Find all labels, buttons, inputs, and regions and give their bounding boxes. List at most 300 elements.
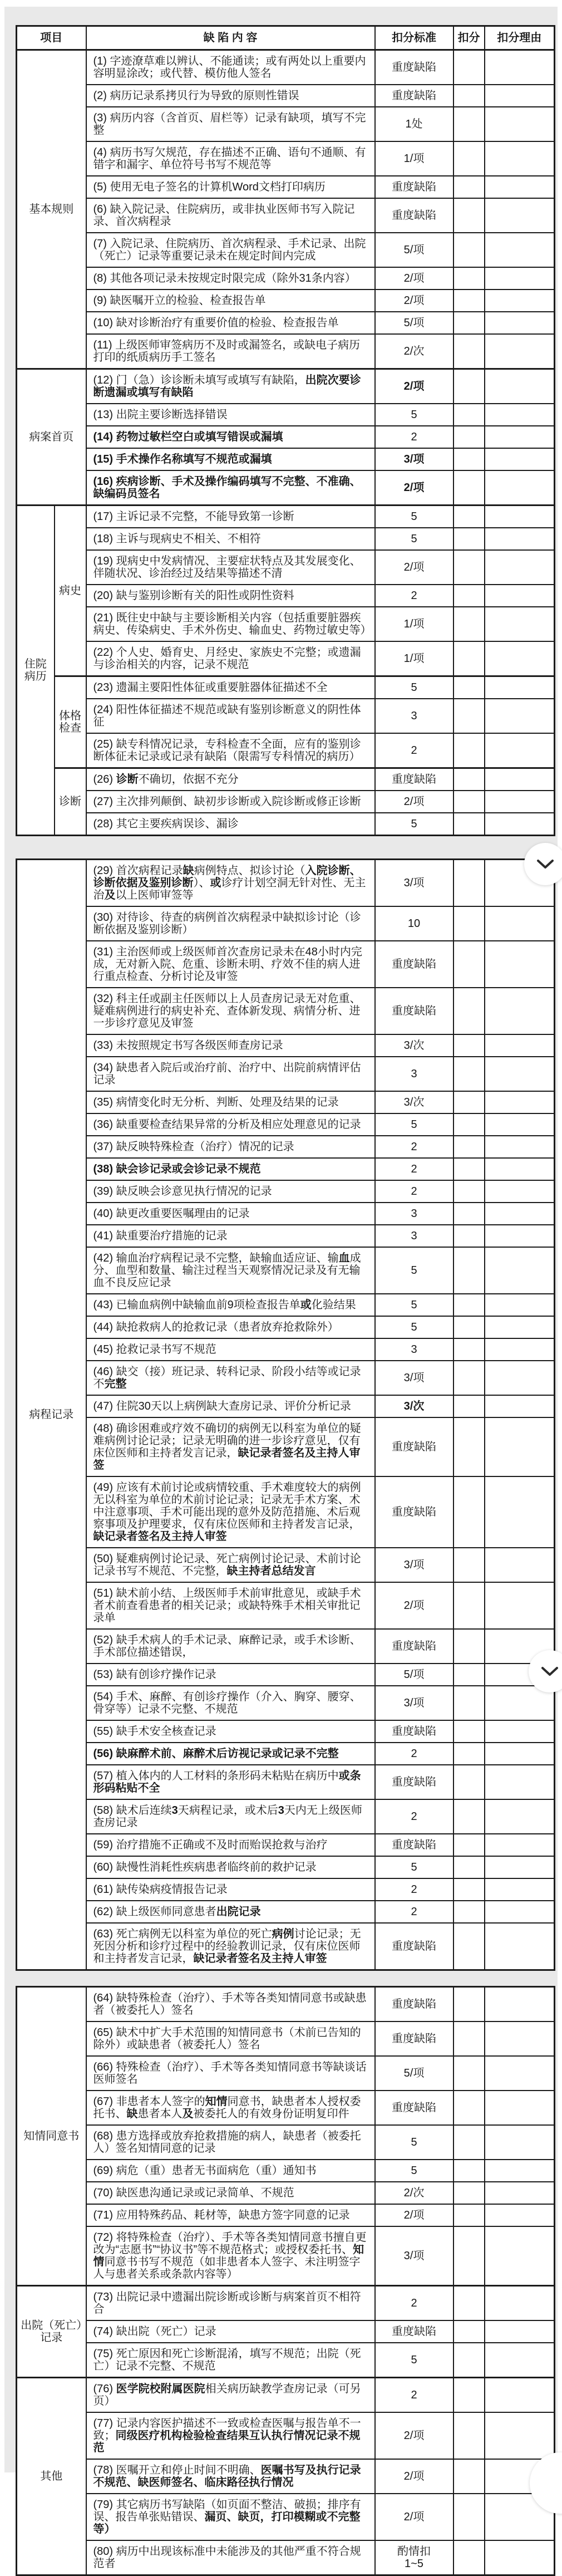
deduction-standard-cell: 3	[375, 1338, 453, 1361]
deduction-standard-cell: 3	[375, 1057, 453, 1091]
defect-content-cell: (23) 遗漏主要阳性体征或重要脏器体征描述不全	[86, 676, 375, 699]
deduction-standard-cell: 2/项	[375, 2412, 453, 2459]
deduction-reason-cell	[485, 107, 555, 141]
table-row	[17, 1799, 555, 1834]
deduction-reason-cell	[485, 906, 555, 941]
deduction-standard-cell: 重度缺陷	[375, 85, 453, 107]
table-row	[17, 2494, 555, 2540]
deduction-reason-cell	[485, 1476, 555, 1548]
table-row	[17, 641, 555, 676]
section-label: 住院病历	[17, 506, 55, 836]
defect-content-cell: (34) 缺患者入院后或治疗前、治疗中、出院前病情评估记录	[86, 1057, 375, 1091]
table-row	[17, 733, 555, 768]
deduction-cell	[453, 585, 485, 607]
defect-content-cell: (44) 缺抢救病人的抢救记录（患者放弃抢救除外）	[86, 1316, 375, 1338]
deduction-standard-cell: 5	[375, 404, 453, 426]
table-row	[17, 312, 555, 334]
deduction-standard-cell: 5	[375, 528, 453, 550]
deduction-cell	[453, 768, 485, 791]
section-label: 基本规则	[17, 50, 86, 369]
deduction-cell	[453, 791, 485, 813]
deduction-standard-cell: 2/项	[375, 1582, 453, 1629]
defect-content-cell: (26) 诊断不确切，依据不充分	[86, 768, 375, 791]
defect-content-cell: (16) 疾病诊断、手术及操作编码填写不完整、不准确、缺编码员签名	[86, 470, 375, 506]
deduction-reason-cell	[485, 2204, 555, 2226]
deduction-cell	[453, 1316, 485, 1338]
deduction-cell	[453, 1338, 485, 1361]
deduction-reason-cell	[485, 2412, 555, 2459]
deduction-reason-cell	[485, 2056, 555, 2091]
deduction-cell	[453, 1923, 485, 1970]
deduction-cell	[453, 50, 485, 85]
deduction-standard-cell: 重度缺陷	[375, 2091, 453, 2125]
deduction-table-progress-notes	[16, 858, 555, 1971]
column-header-standard: 扣分标准	[375, 26, 453, 50]
deduction-standard-cell: 酌情扣 1~5	[375, 2540, 453, 2575]
defect-content-cell: (18) 主诉与现病史不相关、不相符	[86, 528, 375, 550]
defect-content-cell: (15) 手术操作名称填写不规范或漏填	[86, 448, 375, 470]
deduction-standard-cell: 2/项	[375, 267, 453, 290]
table-row	[17, 2540, 555, 2575]
deduction-standard-cell: 3/次	[375, 1091, 453, 1113]
table-row	[17, 1136, 555, 1158]
table-row	[17, 50, 555, 85]
deduction-standard-cell: 重度缺陷	[375, 1987, 453, 2022]
table-row	[17, 1113, 555, 1136]
deduction-reason-cell	[485, 290, 555, 312]
deduction-reason-cell	[485, 1923, 555, 1970]
deduction-cell	[453, 1113, 485, 1136]
deduction-reason-cell	[485, 550, 555, 585]
deduction-reason-cell	[485, 85, 555, 107]
deduction-cell	[453, 312, 485, 334]
deduction-standard-cell: 2	[375, 733, 453, 768]
deduction-reason-cell	[485, 1338, 555, 1361]
deduction-cell	[453, 233, 485, 267]
deduction-standard-cell: 5	[375, 813, 453, 836]
defect-content-cell: (1) 字迹潦草难以辨认、不能通读；或有两处以上重要内容明显涂改；或代替、模仿他人签名	[86, 50, 375, 85]
deduction-standard-cell: 重度缺陷	[375, 2320, 453, 2343]
table-row	[17, 107, 555, 141]
table-row	[17, 2286, 555, 2321]
defect-content-cell: (9) 缺医嘱开立的检验、检查报告单	[86, 290, 375, 312]
column-header-item: 项目	[17, 26, 86, 50]
defect-content-cell: (73) 出院记录中遗漏出院诊断或诊断与病案首页不相符合	[86, 2286, 375, 2321]
defect-content-cell: (4) 病历书写欠规范，存在描述不正确、语句不通顺、有错字和漏字、单位符号书写不规范等	[86, 141, 375, 176]
defect-content-cell: (36) 缺重要检查结果异常的分析及相应处理意见的记录	[86, 1113, 375, 1136]
deduction-standard-cell: 5/项	[375, 312, 453, 334]
defect-content-cell: (71) 应用特殊药品、耗材等，缺患方签字同意的记录	[86, 2204, 375, 2226]
defect-content-cell: (60) 缺慢性消耗性疾病患者临终前的救护记录	[86, 1856, 375, 1878]
deduction-reason-cell	[485, 2125, 555, 2160]
deduction-standard-cell: 重度缺陷	[375, 176, 453, 198]
chevron-down-icon	[540, 1666, 559, 1677]
deduction-reason-cell	[485, 267, 555, 290]
deduction-standard-cell: 3/项	[375, 2226, 453, 2286]
table-row	[17, 528, 555, 550]
deduction-standard-cell: 1/项	[375, 641, 453, 676]
deduction-cell	[453, 641, 485, 676]
defect-content-cell: (20) 缺与鉴别诊断有关的阳性或阴性资料	[86, 585, 375, 607]
deduction-standard-cell: 3/项	[375, 860, 453, 907]
deduction-reason-cell	[485, 506, 555, 528]
defect-content-cell: (5) 使用无电子签名的计算机Word文档打印病历	[86, 176, 375, 198]
subsection-label: 诊断	[55, 768, 86, 836]
table-row	[17, 1878, 555, 1901]
deduction-standard-cell: 5	[375, 1294, 453, 1316]
deduction-standard-cell: 2/项	[375, 2494, 453, 2540]
deduction-cell	[453, 2204, 485, 2226]
defect-content-cell: (35) 病情变化时无分析、判断、处理及结果的记录	[86, 1091, 375, 1113]
deduction-reason-cell	[485, 448, 555, 470]
deduction-cell	[453, 528, 485, 550]
deduction-standard-cell: 2/次	[375, 334, 453, 369]
table-row	[17, 699, 555, 733]
table-row	[17, 607, 555, 641]
deduction-cell	[453, 176, 485, 198]
table-row	[17, 2056, 555, 2091]
deduction-cell	[453, 1834, 485, 1856]
defect-content-cell: (55) 缺手术安全核查记录	[86, 1720, 375, 1743]
defect-content-cell: (57) 植入体内的人工材料的条形码未粘贴在病历中或条形码粘贴不全	[86, 1765, 375, 1799]
deduction-cell	[453, 141, 485, 176]
deduction-reason-cell	[485, 2378, 555, 2413]
document-background-panel	[4, 7, 558, 2570]
deduction-reason-cell	[485, 176, 555, 198]
deduction-standard-cell: 重度缺陷	[375, 941, 453, 988]
deduction-reason-cell	[485, 2021, 555, 2056]
deduction-cell	[453, 426, 485, 448]
table-row	[17, 791, 555, 813]
table-row	[17, 1316, 555, 1338]
table-row	[17, 676, 555, 699]
defect-content-cell: (70) 缺医患沟通记录或记录简单、不规范	[86, 2182, 375, 2204]
deduction-reason-cell	[485, 1203, 555, 1225]
defect-content-cell: (50) 疑难病例讨论记录、死亡病例讨论记录、术前讨论记录书写不规范、不完整，缺主持者总结发言	[86, 1548, 375, 1582]
deduction-cell	[453, 1476, 485, 1548]
deduction-standard-cell: 重度缺陷	[375, 198, 453, 233]
section-label: 病案首页	[17, 369, 86, 506]
subsection-label: 病史	[55, 506, 86, 676]
defect-content-cell: (63) 死亡病例无以科室为单位的死亡病例讨论记录；无死因分析和诊疗过程中的经验教训记录，仅有床位医师和主持者发言记录，缺记录者签名及主持人审签	[86, 1923, 375, 1970]
deduction-reason-cell	[485, 941, 555, 988]
deduction-reason-cell	[485, 1901, 555, 1923]
deduction-standard-cell: 2/项	[375, 791, 453, 813]
defect-content-cell: (61) 缺传染病疫情报告记录	[86, 1878, 375, 1901]
table-row	[17, 1720, 555, 1743]
defect-content-cell: (66) 特殊检查（治疗）、手术等各类知情同意书等缺谈话医师签名	[86, 2056, 375, 2091]
deduction-cell	[453, 1548, 485, 1582]
deduction-standard-cell: 2	[375, 2378, 453, 2413]
deduction-reason-cell	[485, 2343, 555, 2378]
deduction-standard-cell: 2	[375, 426, 453, 448]
table-row	[17, 1225, 555, 1247]
deduction-cell	[453, 2160, 485, 2182]
deduction-reason-cell	[485, 1316, 555, 1338]
table-row	[17, 1629, 555, 1664]
deduction-standard-cell: 重度缺陷	[375, 1834, 453, 1856]
deduction-reason-cell	[485, 2226, 555, 2286]
deduction-standard-cell: 2/项	[375, 290, 453, 312]
deduction-standard-cell: 5	[375, 1113, 453, 1136]
deduction-cell	[453, 2540, 485, 2575]
deduction-cell	[453, 1686, 485, 1720]
deduction-reason-cell	[485, 676, 555, 699]
deduction-reason-cell	[485, 470, 555, 506]
defect-content-cell: (77) 记录内容医护描述不一致或检查医嘱与报告单不一致；同级医疗机构检验检查结果互认执行情况记录不规范	[86, 2412, 375, 2459]
defect-content-cell: (52) 缺手术病人的手术记录、麻醉记录，或手术诊断、手术部位描述错误，	[86, 1629, 375, 1664]
defect-content-cell: (19) 现病史中发病情况、主要症状特点及其发展变化、伴随状况、诊治经过及结果等描述不清	[86, 550, 375, 585]
deduction-standard-cell: 5	[375, 1247, 453, 1294]
deduction-standard-cell: 3/项	[375, 448, 453, 470]
deduction-cell	[453, 2091, 485, 2125]
deduction-reason-cell	[485, 334, 555, 369]
table-row	[17, 550, 555, 585]
deduction-reason-cell	[485, 607, 555, 641]
deduction-cell	[453, 733, 485, 768]
deduction-standard-cell: 3/次	[375, 1395, 453, 1417]
deduction-standard-cell: 1处	[375, 107, 453, 141]
deduction-standard-cell: 重度缺陷	[375, 1476, 453, 1548]
deduction-reason-cell	[485, 141, 555, 176]
defect-content-cell: (40) 缺更改重要医嘱理由的记录	[86, 1203, 375, 1225]
defect-content-cell: (62) 缺上级医师同意患者出院记录	[86, 1901, 375, 1923]
defect-content-cell: (45) 抢救记录书写不规范	[86, 1338, 375, 1361]
deduction-standard-cell: 1/项	[375, 141, 453, 176]
deduction-cell	[453, 448, 485, 470]
deduction-reason-cell	[485, 2091, 555, 2125]
deduction-cell	[453, 1743, 485, 1765]
deduction-standard-cell: 5	[375, 506, 453, 528]
deduction-cell	[453, 1582, 485, 1629]
defect-content-cell: (10) 缺对诊断治疗有重要价值的检验、检查报告单	[86, 312, 375, 334]
section-label: 其他	[17, 2378, 86, 2575]
deduction-standard-cell: 重度缺陷	[375, 988, 453, 1034]
table-row	[17, 290, 555, 312]
deduction-cell	[453, 941, 485, 988]
deduction-reason-cell	[485, 312, 555, 334]
defect-content-cell: (27) 主次排列颠倒、缺初步诊断或入院诊断或修正诊断	[86, 791, 375, 813]
deduction-cell	[453, 290, 485, 312]
deduction-cell	[453, 107, 485, 141]
deduction-cell	[453, 1856, 485, 1878]
defect-content-cell: (49) 应该有术前讨论或病情较重、手术难度较大的病例无以科室为单位的术前讨论记录；记录无手术方案、术中注意事项、手术可能出现的意外及防范措施、术后观察事项及护理要求，仅有床位医师和主持者发言记录，缺记录者签名及主持人审签	[86, 1476, 375, 1548]
deduction-reason-cell	[485, 404, 555, 426]
deduction-reason-cell	[485, 1294, 555, 1316]
deduction-cell	[453, 2320, 485, 2343]
defect-content-cell: (78) 医嘱开立和停止时间不明确、医嘱书写及执行记录不规范、缺医师签名、临床路径执行情况	[86, 2459, 375, 2494]
deduction-cell	[453, 2125, 485, 2160]
defect-content-cell: (38) 缺会诊记录或会诊记录不规范	[86, 1158, 375, 1180]
deduction-reason-cell	[485, 2540, 555, 2575]
defect-content-cell: (22) 个人史、婚育史、月经史、家族史不完整；或遗漏与诊治相关的内容，记录不规范	[86, 641, 375, 676]
deduction-cell	[453, 1247, 485, 1294]
defect-content-cell: (6) 缺入院记录、住院病历，或非执业医师书写入院记录、首次病程录	[86, 198, 375, 233]
table-row	[17, 334, 555, 369]
deduction-reason-cell	[485, 641, 555, 676]
deduction-standard-cell: 重度缺陷	[375, 1417, 453, 1476]
table-row	[17, 813, 555, 836]
defect-content-cell: (17) 主诉记录不完整，不能导致第一诊断	[86, 506, 375, 528]
deduction-standard-cell: 2	[375, 1136, 453, 1158]
deduction-table-consent-discharge-other	[16, 1986, 555, 2576]
table-row	[17, 2343, 555, 2378]
table-row	[17, 1834, 555, 1856]
section-label: 出院（死亡）记录	[17, 2286, 86, 2378]
deduction-standard-cell: 5	[375, 2125, 453, 2160]
defect-content-cell: (11) 上级医师审签病历不及时或漏签名，或缺电子病历打印的纸质病历手工签名	[86, 334, 375, 369]
defect-content-cell: (64) 缺特殊检查（治疗）、手术等各类知情同意书或缺患者（被委托人）签名	[86, 1987, 375, 2022]
deduction-standard-cell: 5/项	[375, 2056, 453, 2091]
deduction-cell	[453, 2056, 485, 2091]
table-row	[17, 141, 555, 176]
deduction-standard-cell: 2	[375, 585, 453, 607]
defect-content-cell: (54) 手术、麻醉、有创诊疗操作（介入、胸穿、腰穿、骨穿等）记录不完整、不规范	[86, 1686, 375, 1720]
deduction-standard-cell: 3/项	[375, 1548, 453, 1582]
deduction-standard-cell: 3	[375, 1203, 453, 1225]
deduction-cell	[453, 1395, 485, 1417]
deduction-cell	[453, 2412, 485, 2459]
table-row	[17, 2182, 555, 2204]
table-row	[17, 1901, 555, 1923]
table-row	[17, 1548, 555, 1582]
defect-content-cell: (32) 科主任或副主任医师以上人员查房记录无对危重、疑难病例进行的病史补充、查体新发现、病情分析、进一步诊疗意见及审签	[86, 988, 375, 1034]
deduction-cell	[453, 988, 485, 1034]
deduction-cell	[453, 85, 485, 107]
table-row	[17, 1765, 555, 1799]
deduction-cell	[453, 2378, 485, 2413]
table-row	[17, 1361, 555, 1395]
deduction-standard-cell: 5	[375, 2160, 453, 2182]
table-row	[17, 1158, 555, 1180]
defect-content-cell: (51) 缺术前小结、上级医师手术前审批意见，或缺手术者术前查看患者的相关记录；或缺特殊手术相关审批记录单	[86, 1582, 375, 1629]
deduction-standard-cell: 3	[375, 1225, 453, 1247]
deduction-reason-cell	[485, 1361, 555, 1395]
defect-content-cell: (53) 缺有创诊疗操作记录	[86, 1664, 375, 1686]
table-row	[17, 2412, 555, 2459]
defect-content-cell: (33) 未按照规定书写各级医师查房记录	[86, 1034, 375, 1057]
table-row	[17, 941, 555, 988]
deduction-reason-cell	[485, 988, 555, 1034]
column-header-content: 缺 陷 内 容	[86, 26, 375, 50]
table-row	[17, 2459, 555, 2494]
table-row	[17, 85, 555, 107]
table-row	[17, 233, 555, 267]
table-row	[17, 198, 555, 233]
deduction-standard-cell: 5	[375, 1856, 453, 1878]
deduction-reason-cell	[485, 1113, 555, 1136]
deduction-standard-cell: 3/项	[375, 1686, 453, 1720]
deduction-cell	[453, 699, 485, 733]
deduction-cell	[453, 1878, 485, 1901]
deduction-reason-cell	[485, 768, 555, 791]
defect-content-cell: (79) 其它病历书写缺陷（如页面不整洁、破损；排序有误、报告单张贴错误、漏页、缺页，打印模糊或不完整等）	[86, 2494, 375, 2540]
deduction-reason-cell	[485, 1987, 555, 2022]
table-row	[17, 1664, 555, 1686]
table-row	[17, 1743, 555, 1765]
deduction-reason-cell	[485, 1856, 555, 1878]
defect-content-cell: (21) 既往史中缺与主要诊断相关内容（包括重要脏器疾病史、传染病史、手术外伤史、输血史、药物过敏史等）	[86, 607, 375, 641]
deduction-standard-cell: 3/项	[375, 1361, 453, 1395]
deduction-reason-cell	[485, 1034, 555, 1057]
defect-content-cell: (59) 治疗措施不正确或不及时而贻误抢救与治疗	[86, 1834, 375, 1856]
deduction-cell	[453, 1225, 485, 1247]
table-row	[17, 860, 555, 907]
deduction-cell	[453, 1057, 485, 1091]
table-row	[17, 1034, 555, 1057]
deduction-standard-cell: 2/项	[375, 2204, 453, 2226]
deduction-standard-cell: 2	[375, 2286, 453, 2321]
defect-content-cell: (43) 已输血病例中缺输血前9项检查报告单或化验结果	[86, 1294, 375, 1316]
defect-content-cell: (31) 主治医师或上级医师首次查房记录未在48小时内完成，无对新入院、危重、诊断未明、疗效不佳的病人进行重点检查、分析讨论及审签	[86, 941, 375, 988]
table-row	[17, 1987, 555, 2022]
deduction-standard-cell: 2	[375, 1158, 453, 1180]
deduction-reason-cell	[485, 2320, 555, 2343]
deduction-standard-cell: 重度缺陷	[375, 768, 453, 791]
defect-content-cell: (75) 死亡原因和死亡诊断混淆，填写不规范；出院（死亡）记录不完整、不规范	[86, 2343, 375, 2378]
deduction-reason-cell	[485, 50, 555, 85]
deduction-cell	[453, 2343, 485, 2378]
defect-content-cell: (76) 医学院校附属医院相关病历缺教学查房记录（可另页）	[86, 2378, 375, 2413]
table-row	[17, 404, 555, 426]
defect-content-cell: (72) 将特殊检查（治疗）、手术等各类知情同意书擅自更改为“志愿书”“协议书”等不规范格式；或授权委托书、知情同意书书写不规范（如非患者本人签字、未注明签字人与患者关系或条款内容等）	[86, 2226, 375, 2286]
deduction-standard-cell: 2/项	[375, 2459, 453, 2494]
deduction-cell	[453, 1294, 485, 1316]
deduction-cell	[453, 1417, 485, 1476]
deduction-standard-cell: 2/次	[375, 2182, 453, 2204]
deduction-standard-cell: 2/项	[375, 369, 453, 404]
table-row	[17, 1395, 555, 1417]
table-row	[17, 426, 555, 448]
defect-content-cell: (24) 阳性体征描述不规范或缺有鉴别诊断意义的阴性体征	[86, 699, 375, 733]
table-row	[17, 448, 555, 470]
chevron-down-icon	[536, 858, 555, 870]
table-row	[17, 2378, 555, 2413]
defect-content-cell: (58) 缺术后连续3天病程记录，或术后3天内无上级医师查房记录	[86, 1799, 375, 1834]
deduction-cell	[453, 1720, 485, 1743]
deduction-cell	[453, 676, 485, 699]
deduction-reason-cell	[485, 1834, 555, 1856]
deduction-cell	[453, 1987, 485, 2022]
table-row	[17, 906, 555, 941]
deduction-cell	[453, 334, 485, 369]
deduction-cell	[453, 607, 485, 641]
scroll-down-button-1[interactable]	[524, 843, 562, 885]
deduction-reason-cell	[485, 2182, 555, 2204]
table-row	[17, 267, 555, 290]
defect-content-cell: (68) 患方选择或放弃抢救措施的病人，缺患者（被委托人）签名知情同意的记录	[86, 2125, 375, 2160]
defect-content-cell: (47) 住院30天以上病例缺大查房记录、评价分析记录	[86, 1395, 375, 1417]
defect-content-cell: (2) 病历记录系拷贝行为导致的原则性错误	[86, 85, 375, 107]
deduction-standard-cell: 2	[375, 1180, 453, 1203]
defect-content-cell: (65) 缺术中扩大手术范围的知情同意书（术前已告知的除外）或缺患者（被委托人）签名	[86, 2021, 375, 2056]
section-label: 知情同意书	[17, 1987, 86, 2286]
deduction-standard-cell: 2/项	[375, 470, 453, 506]
table-row	[17, 1203, 555, 1225]
defect-content-cell: (30) 对待诊、待查的病例首次病程录中缺拟诊讨论（诊断依据及鉴别诊断）	[86, 906, 375, 941]
deduction-cell	[453, 1901, 485, 1923]
defect-content-cell: (67) 非患者本人签字的知情同意书，缺患者本人授权委托书、缺患者本人及被委托人的有效身份证明复印件	[86, 2091, 375, 2125]
deduction-reason-cell	[485, 528, 555, 550]
deduction-reason-cell	[485, 699, 555, 733]
deduction-reason-cell	[485, 1247, 555, 1294]
defect-content-cell: (69) 病危（重）患者无书面病危（重）通知书	[86, 2160, 375, 2182]
deduction-standard-cell: 5/项	[375, 233, 453, 267]
defect-content-cell: (74) 缺出院（死亡）记录	[86, 2320, 375, 2343]
deduction-standard-cell: 5	[375, 1316, 453, 1338]
deduction-cell	[453, 1629, 485, 1664]
deduction-standard-cell: 重度缺陷	[375, 1923, 453, 1970]
